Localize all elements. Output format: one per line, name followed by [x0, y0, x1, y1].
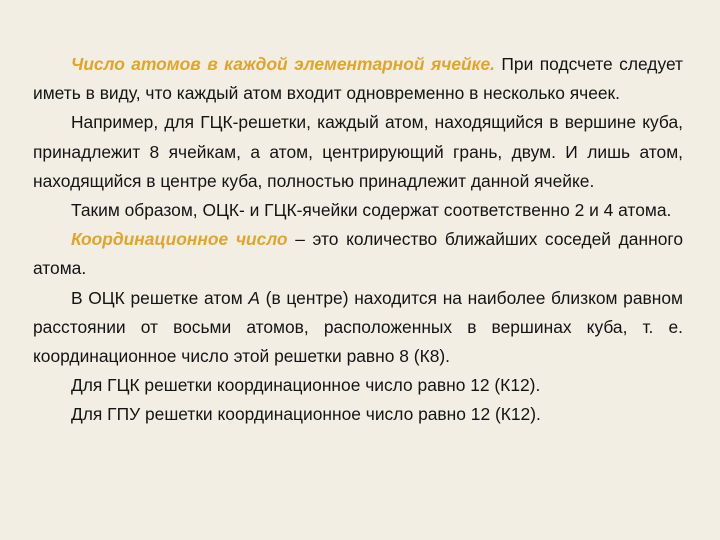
paragraph-bcc-coordination — [33, 284, 683, 372]
slide-text-block — [33, 50, 683, 430]
term-atoms-per-cell: Число атомов в каждой элементарной ячейке. — [71, 54, 495, 74]
paragraph-fcc-coordination — [33, 371, 683, 400]
paragraph-coordination-number — [33, 225, 683, 283]
paragraph-bcc-coordination-before: В ОЦК решетке атом — [71, 287, 249, 308]
paragraph-fcc-example — [33, 108, 683, 196]
paragraph-hcp-coordination-text: Для ГПУ решетки координационное число равно 12 (К12). — [71, 404, 541, 425]
term-coordination-number: Координационное число — [71, 229, 288, 250]
paragraph-coordination-number-text: – это количество ближайших соседей данного атома. — [33, 229, 683, 279]
paragraph-atoms-per-cell-text: При подсчете следует иметь в виду, что каждый атом входит одновременно в несколько ячеек. — [33, 54, 683, 104]
paragraph-hcp-coordination — [33, 400, 683, 429]
atom-symbol: A — [248, 287, 260, 308]
paragraph-bcc-fcc-atoms — [33, 196, 683, 225]
paragraph-atoms-per-cell — [33, 50, 683, 108]
paragraph-fcc-coordination-text: Для ГЦК решетки координационное число равно 12 (К12). — [71, 375, 541, 396]
paragraph-bcc-coordination-after: (в центре) находится на наиболее близком равном расстоянии от восьми атомов, расположенных в вершинах куба, т. е. координационное число этой решетки равно 8 (К8). — [33, 287, 683, 367]
paragraph-fcc-example-text: Например, для ГЦК-решетки, каждый атом, находящийся в вершине куба, принадлежит 8 ячейкам, а атом, центрирующий грань, двум. И лишь атом, находящийся в центре куба, полностью принадлежит данной ячейке. — [33, 112, 683, 191]
paragraph-bcc-fcc-atoms-text: Таким образом, ОЦК- и ГЦК-ячейки содержат соответственно 2 и 4 атома. — [71, 200, 672, 221]
